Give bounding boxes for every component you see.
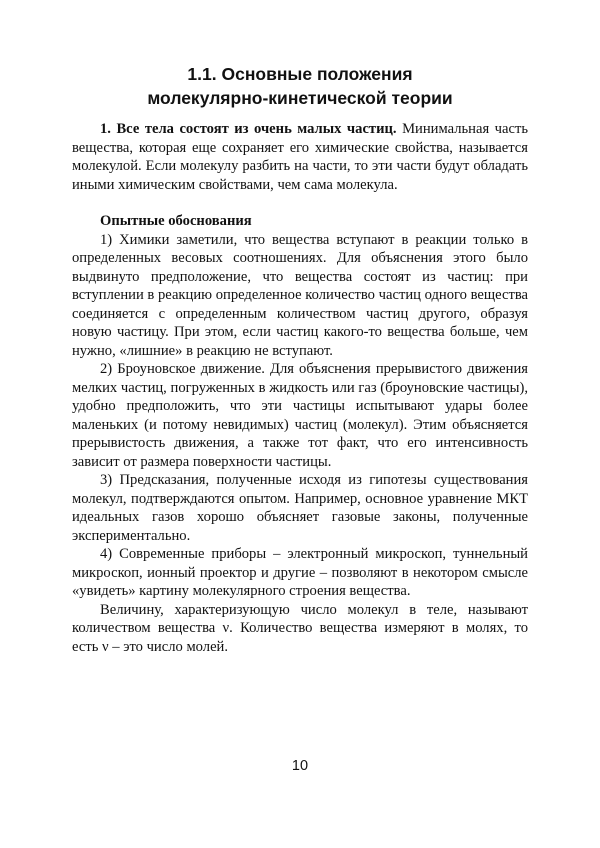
lead-paragraph <box>72 120 528 194</box>
page-number: 10 <box>291 758 309 774</box>
heading-line-2: молекулярно-кинетической теории <box>147 88 453 108</box>
paragraph-1: 1) Химики заметили, что вещества вступают в реакции только в определенных весовых соотношениях. Для объяснения этого было выдвинуто предположение, что вещества состоят из частиц: при вступлении в реакцию определенное количество частиц одного вещества соединяется с определенным количеством частиц другого, образуя новую частицу. При этом, если частиц какого-то вещества больше, чем нужно, «лишние» в реакцию не вступают. <box>72 231 528 359</box>
subheading: Опытные обоснования <box>100 213 252 229</box>
body-text <box>72 120 528 656</box>
paragraph-4: 4) Современные приборы – электронный микроскоп, туннельный микроскоп, ионный проектор и другие – позволяют в некотором смысле «увидеть» картину молекулярного строения вещества. <box>72 546 528 599</box>
section-heading <box>60 62 540 110</box>
heading-line-1: 1.1. Основные положения <box>187 64 413 84</box>
lead-bold-statement: 1. Все тела состоят из очень малых частиц. <box>100 121 397 137</box>
paragraph-5: Величину, характеризующую число молекул в теле, называют количеством вещества ν. Количество вещества измеряют в молях, то есть ν – это число молей. <box>72 601 528 655</box>
paragraph-2: 2) Броуновское движение. Для объяснения прерывистого движения мелких частиц, погруженных в жидкость или газ (броуновские частицы), удобно предположить, что эти частицы испытывают удары более маленьких (и потому невидимых) частиц (молекул). Этим объясняется прерывистость движения, а также тот факт, что его интенсивность зависит от размера поверхности частицы. <box>72 361 528 470</box>
paragraph-3: 3) Предсказания, полученные исходя из гипотезы существования молекул, подтверждаются опытом. Например, основное уравнение МКТ идеальных газов хорошо объясняет газовые законы, полученные экспериментально. <box>72 472 528 544</box>
lead-text: Минимальная часть вещества, которая еще сохраняет его химические свойства, называется молекулой. Если молекулу разбить на части, то эти части будут обладать иными химическим свойствами, чем сама молекула. <box>72 121 528 193</box>
